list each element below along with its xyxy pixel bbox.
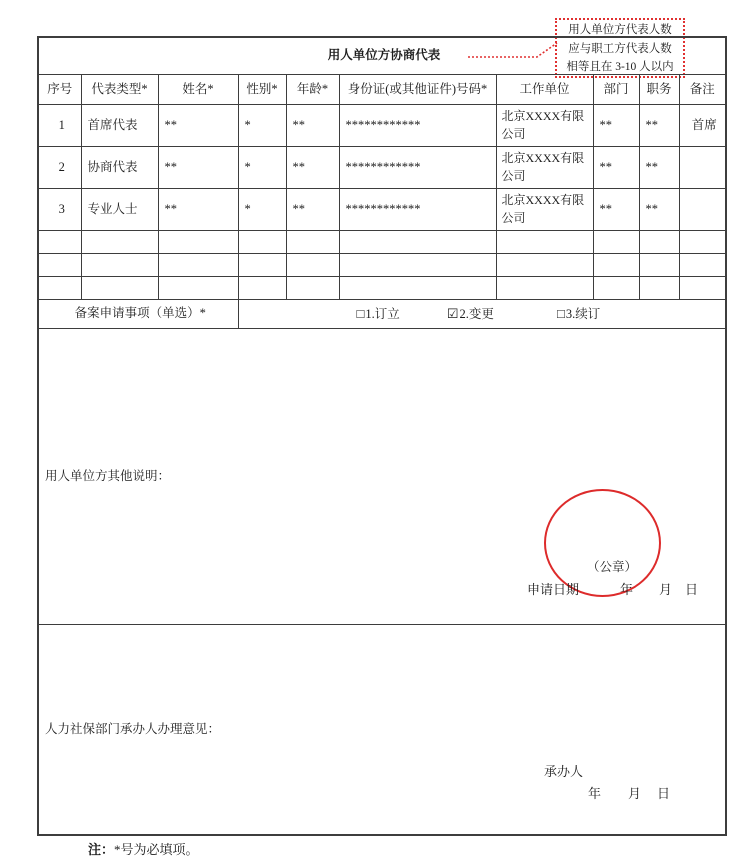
checkbox-unchecked-icon: □: [356, 305, 365, 321]
table-cell-empty: [496, 276, 593, 299]
table-cell-empty: [339, 253, 496, 276]
cell-age: **: [286, 188, 339, 230]
cell-id-number: ************: [339, 188, 496, 230]
cell-rep-type: 协商代表: [81, 146, 158, 188]
cell-position: **: [639, 146, 679, 188]
table-cell-empty: [679, 253, 726, 276]
hr-section: [38, 624, 726, 835]
cell-gender: *: [238, 104, 286, 146]
table-cell-empty: [639, 253, 679, 276]
option-label: 3.续订: [565, 306, 601, 321]
employer-notes-label: 用人单位方其他说明：: [45, 468, 171, 483]
cell-department: **: [593, 188, 639, 230]
day-label: 日: [685, 582, 699, 597]
table-cell-empty: [38, 276, 81, 299]
seal-placeholder-text: （公章）: [587, 560, 638, 574]
cell-name: **: [158, 188, 238, 230]
cell-rep-type: 首席代表: [81, 104, 158, 146]
col-header-index: 序号: [38, 74, 81, 104]
option-label: 2.变更: [459, 306, 494, 321]
month-label: 月: [628, 786, 642, 801]
cell-index: 1: [38, 104, 81, 146]
month-label: 月: [659, 582, 673, 597]
table-cell-empty: [639, 230, 679, 253]
col-header-department: 部门: [593, 74, 639, 104]
cell-remarks: [679, 188, 726, 230]
cell-department: **: [593, 146, 639, 188]
cell-age: **: [286, 146, 339, 188]
col-header-remarks: 备注: [679, 74, 726, 104]
cell-gender: *: [238, 188, 286, 230]
cell-gender: *: [238, 146, 286, 188]
day-label: 日: [657, 786, 671, 801]
table-row: [38, 188, 726, 230]
option-modify[interactable]: [447, 304, 494, 324]
table-cell-empty: [158, 230, 238, 253]
cell-index: 3: [38, 188, 81, 230]
table-cell-empty: [286, 253, 339, 276]
cell-work-unit: 北京XXXX有限公司: [496, 188, 593, 230]
checkbox-unchecked-icon: □: [557, 305, 565, 321]
filing-item-label: 备案申请事项（单选）*: [38, 299, 238, 328]
col-header-name: 姓名*: [158, 74, 238, 104]
table-cell-empty: [679, 230, 726, 253]
representatives-table: [37, 36, 727, 836]
table-cell-empty: [286, 276, 339, 299]
table-cell-empty: [81, 230, 158, 253]
hr-opinion-label: 人力社保部门承办人办理意见：: [45, 721, 221, 736]
table-cell-empty: [593, 230, 639, 253]
handler-label: 承办人: [544, 764, 584, 779]
col-header-rep-type: 代表类型*: [81, 74, 158, 104]
cell-work-unit: 北京XXXX有限公司: [496, 104, 593, 146]
year-label: 年: [588, 786, 602, 801]
form-title: 用人单位方协商代表: [38, 37, 726, 74]
table-cell-empty: [679, 276, 726, 299]
table-cell-empty: [81, 253, 158, 276]
cell-department: **: [593, 104, 639, 146]
footnote: [88, 839, 199, 858]
table-cell-empty: [238, 253, 286, 276]
cell-id-number: ************: [339, 104, 496, 146]
option-establish[interactable]: [357, 304, 400, 324]
year-label: 年: [620, 582, 634, 597]
cell-work-unit: 北京XXXX有限公司: [496, 146, 593, 188]
table-row-empty: [38, 253, 726, 276]
table-cell-empty: [81, 276, 158, 299]
application-date-label: 申请日期: [527, 582, 580, 597]
cell-name: **: [158, 104, 238, 146]
table-cell-empty: [496, 253, 593, 276]
col-header-age: 年龄*: [286, 74, 339, 104]
cell-index: 2: [38, 146, 81, 188]
cell-remarks: 首席: [679, 104, 726, 146]
col-header-position: 职务: [639, 74, 679, 104]
cell-name: **: [158, 146, 238, 188]
table-row: [38, 104, 726, 146]
callout-line: 应与职工方代表人数: [568, 42, 672, 55]
filing-options-cell: [238, 299, 726, 328]
footnote-prefix: 注：: [88, 842, 115, 857]
table-cell-empty: [38, 253, 81, 276]
table-cell-empty: [38, 230, 81, 253]
option-renew[interactable]: [557, 304, 600, 324]
table-cell-empty: [238, 230, 286, 253]
callout-line: 相等且在 3-10 人以内: [566, 61, 674, 73]
col-header-id-number: 身份证(或其他证件)号码*: [339, 74, 496, 104]
cell-id-number: ************: [339, 146, 496, 188]
table-row-empty: [38, 230, 726, 253]
table-cell-empty: [593, 276, 639, 299]
callout-line: 用人单位方代表人数: [568, 24, 672, 36]
col-header-gender: 性别*: [238, 74, 286, 104]
cell-position: **: [639, 188, 679, 230]
option-label: 1.订立: [365, 306, 400, 321]
cell-position: **: [639, 104, 679, 146]
checkbox-checked-icon: ☑: [446, 305, 459, 321]
footnote-text: *号为必填项。: [114, 842, 199, 857]
cell-remarks: [679, 146, 726, 188]
table-cell-empty: [639, 276, 679, 299]
table-row: [38, 146, 726, 188]
table-cell-empty: [286, 230, 339, 253]
col-header-work-unit: 工作单位: [496, 74, 593, 104]
table-cell-empty: [496, 230, 593, 253]
cell-rep-type: 专业人士: [81, 188, 158, 230]
table-cell-empty: [158, 276, 238, 299]
table-cell-empty: [339, 276, 496, 299]
cell-age: **: [286, 104, 339, 146]
table-cell-empty: [593, 253, 639, 276]
table-cell-empty: [158, 253, 238, 276]
table-cell-empty: [238, 276, 286, 299]
table-cell-empty: [339, 230, 496, 253]
table-row-empty: [38, 276, 726, 299]
